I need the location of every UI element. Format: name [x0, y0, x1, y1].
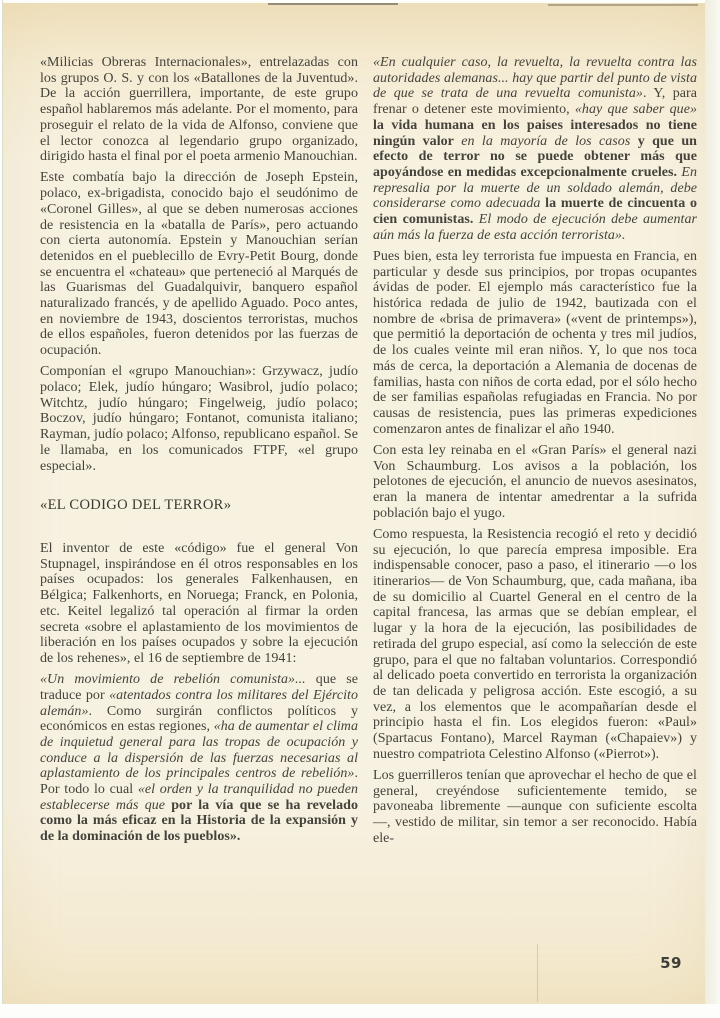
- text-segment: . Y, para frenar o detener este movimiento,: [373, 86, 697, 118]
- text-segment: Pues bien, esta ley terrorista fue impuesta en Francia, en particular y desde sus principios, por tropas ocupantes ávidas de poder. El ejemplo más característico fue la histórica redada de julio de 1942, bautizada con el nombre de «brisa de primavera» («vent de printemps»), que permitió la deportación de ochenta y tres mil judíos, de los cuales veinte mil eran niños. Y, lo que nos toca más de cerca, la deportación a Alemania de docenas de familias, hasta con niños de corta edad, por el sólo hecho de ser familias españolas refugiadas en Francia. No por causas de resistencia, pues las primeras expediciones comenzaron antes de finalizar el año 1940.: [373, 248, 697, 437]
- text-segment: El modo de ejecución debe aumentar aún más la fuerza de esta acción terrorista».: [373, 212, 697, 243]
- text-segment: Los guerrilleros tenían que aprovechar el hecho de que el general, creyéndose suficientemente temido, se pavoneaba libremente —aunque con suficiente escolta—, vestido de militar, sin temor a ser reconocido. Había ele-: [373, 767, 697, 846]
- scan-crease: [537, 944, 538, 1002]
- text-segment: «En cualquier caso, la revuelta, la revuelta contra las autoridades alemanas... hay que partir del punto de vista de que se trata de una revuelta comunista»: [373, 55, 697, 102]
- text-segment: «Milicias Obreras Internacionales», entrelazadas con los grupos O. S. y con los «Batallones de la Juventud». De la acción guerrillera, importante, de este grupo español hablaremos más adelante. Por el momento, para proseguir el relato de la vida de Alfonso, conviene que el lector conozca al legendario grupo organizado, dirigido hasta el final por el poeta armenio Manouchian.: [40, 55, 358, 165]
- paragraph: [40, 55, 358, 165]
- text-segment: «atentados contra los militares del Ejército alemán»: [40, 687, 358, 719]
- text-segment: «EL CODIGO DEL TERROR»: [40, 497, 232, 514]
- paragraph: [373, 249, 697, 437]
- paragraph: [40, 364, 358, 474]
- text-segment: «el orden y la tranquilidad no pueden establecerse más que: [40, 782, 358, 813]
- scan-artifact-top-left: [268, 3, 398, 5]
- text-segment: por la vía que se ha revelado como la más eficaz en la Historia de la expansión y de la dominación de los pueblos».: [40, 797, 358, 845]
- paragraph: [373, 527, 697, 763]
- paragraph: [373, 55, 697, 243]
- text-segment: «hay que saber que»: [574, 102, 697, 118]
- paragraph: [373, 443, 697, 522]
- text-segment: y que un efecto de terror no se puede obtener más que apoyándose en medidas excepcionalmente crueles.: [373, 133, 697, 180]
- text-segment: que se traduce por: [40, 672, 358, 703]
- text-segment: Como respuesta, la Resistencia recogió el reto y decidió su ejecución, lo que parecía empresa imposible. Era indispensable conocer, paso a paso, el itinerario —o los itinerarios— de Von Schaumburg, que, cada mañana, iba de su domicilio al Cuartel General en el centro de la capital francesa, las armas que se debían emplear, el lugar y la hora de la ejecución, las posibilidades de retirada del grupo especial, así como la selección de este grupo, para el que no faltaban voluntarios. Correspondió al delicado poeta convertido en terrorista la organización de tan delicada y peligrosa acción. Este escogió, a su vez, a los elementos que le acompañarían desde el principio hasta el fin. Los elegidos fueron: «Paul» (Spartacus Fontano), Marcel Rayman («Chapaiev») y nuestro compatriota Celestino Alfonso («Pierrot»).: [373, 526, 697, 762]
- text-segment: «Un movimiento de rebelión comunista»...: [40, 672, 306, 688]
- left-text-column: [40, 55, 358, 850]
- paragraph: [40, 170, 358, 358]
- right-text-column: [373, 55, 697, 852]
- text-segment: «ha de aumentar el clima de inquietud general para las tropas de ocupación y conduce a la dispersión de las fuerzas necesarias al aplastamiento de los principales centros de rebelión»: [40, 719, 358, 782]
- text-segment: la vida humana en los paises interesados no tiene ningún valor: [373, 117, 697, 149]
- paragraph: [40, 541, 358, 667]
- page-gutter-edge: [705, 0, 720, 1004]
- text-segment: la muerte de cincuenta o cien comunistas.: [373, 196, 698, 228]
- text-segment: Este combatía bajo la dirección de Joseph Epstein, polaco, ex-brigadista, conocido bajo el seudónimo de «Coronel Gilles», al que se deben numerosas acciones de resistencia en la «batalla de París», pero actuando con cierta autonomía. Epstein y Manouchian serían detenidos en el pueblecillo de Evry-Petit Bourg, donde se encuentra el «chateau» que perteneció al Marqués de las Guarismas del Guadalquivir, banquero español naturalizado francés, y de apellido Aguado. Poco antes, en noviembre de 1943, doscientos terroristas, muchos de ellos españoles, fueron detenidos por las fuerzas de ocupación.: [40, 170, 358, 359]
- text-segment: Con esta ley reinaba en el «Gran París» el general nazi Von Schaumburg. Los avisos a la población, los pelotones de ejecución, el anuncio de nuevos asesinatos, eran la manera de intentar amedrentar a la sufrida población bajo el yugo.: [373, 442, 697, 521]
- page-left-edge: [2, 0, 3, 1004]
- section-heading: [40, 498, 358, 514]
- text-segment: . Por todo lo cual: [40, 766, 358, 798]
- paragraph: [40, 672, 358, 845]
- page-number: 59: [660, 954, 682, 972]
- text-segment: El inventor de este «código» fue el general Von Stupnagel, inspirándose en él otros responsables en los países ocupados: los generales Falkenhausen, en Bélgica; Falkenhorts, en Noruega; Franck, en Polonia, etc. Keitel legalizó tal operación al firmar la orden secreta «sobre el aplastamiento de los movimientos de liberación en los países ocupados y sobre la ejecución de los rehenes», el 16 de septiembre de 1941:: [40, 540, 358, 666]
- paragraph: [373, 768, 697, 847]
- text-segment: Componían el «grupo Manouchian»: Grzywacz, judío polaco; Elek, judío húngaro; Wasibrol, judío polaco; Witchtz, judío húngaro; Fingelweig, judío polaco; Boczov, judío húngaro; Fontanot, comunista italiano; Rayman, judío polaco; Alfonso, republicano español. Se le llamaba, en los comunicados FTPF, «el grupo especial».: [40, 364, 358, 474]
- scan-artifact-top-right: [548, 4, 698, 6]
- text-segment: En represalia por la muerte de un soldado alemán, debe considerarse como adecuada: [373, 164, 697, 212]
- text-segment: . Como surgirán conflictos políticos y económicos en estas regiones,: [40, 703, 358, 735]
- text-segment: en la mayoría de los casos: [453, 133, 638, 149]
